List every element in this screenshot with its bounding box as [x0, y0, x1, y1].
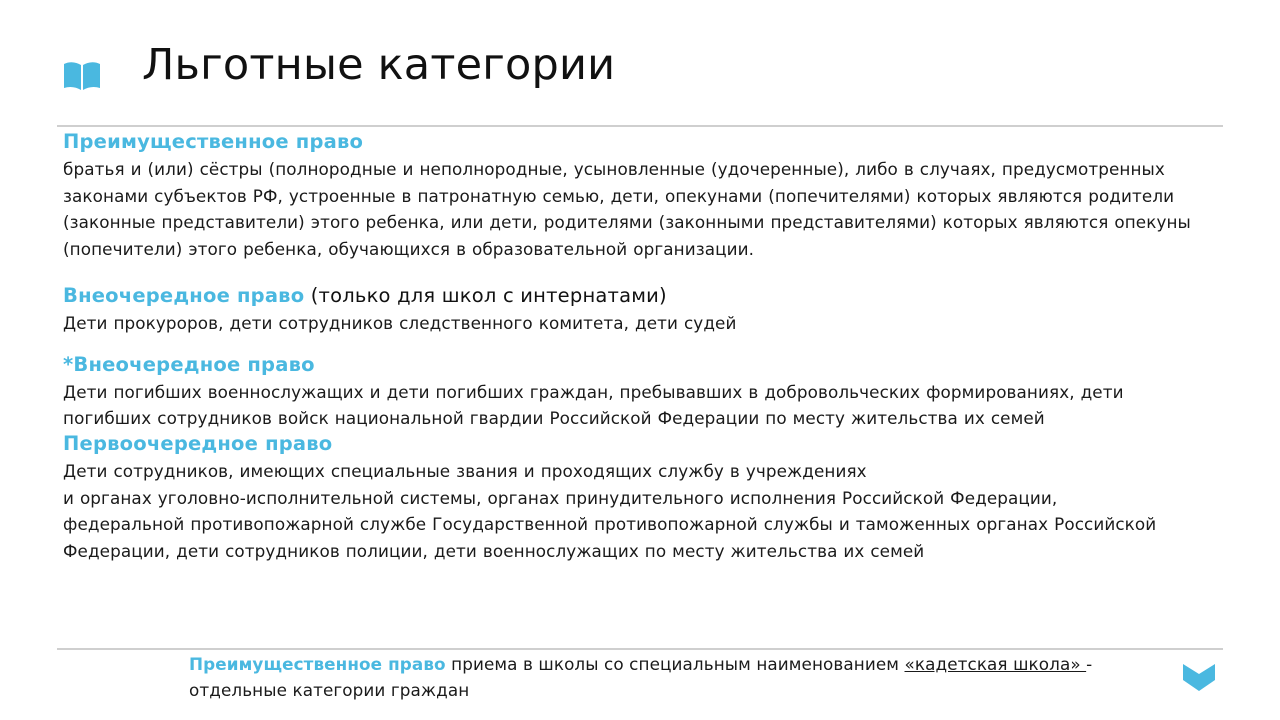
section-text	[63, 310, 1228, 337]
chevron-down-icon[interactable]	[1183, 662, 1215, 692]
footer-text: приема в школы со специальным наименованием	[445, 654, 905, 674]
page-title: Льготные категории	[142, 40, 616, 90]
section-text-line: Дети сотрудников, имеющих специальные звания и проходящих службу в учреждениях	[63, 460, 867, 481]
main-content	[63, 128, 1228, 565]
section-preferential-right	[63, 128, 1228, 263]
section-text	[63, 156, 1228, 263]
section-heading: *Внеочередное право	[63, 352, 315, 376]
section-text-line: погибших сотрудников войск национальной гвардии Российской Федерации по месту жительства их семей	[63, 408, 1045, 429]
section-text-line: Дети погибших военнослужащих и дети погибших граждан, пребывавших в добровольческих формированиях, дети	[63, 381, 1124, 402]
section-text-line: и органах уголовно-исполнительной системы, органах принудительного исполнения Российской Федерации,	[63, 487, 1058, 508]
book-icon	[63, 60, 101, 91]
cadet-school-link[interactable]: «кадетская школа»	[904, 654, 1087, 674]
section-text-line: федеральной противопожарной службе Государственной противопожарной службы и таможенных органах Российской	[63, 514, 1157, 535]
section-heading-note: (только для школ с интернатами)	[304, 283, 667, 307]
section-heading-row	[63, 282, 1228, 310]
section-text-line: (попечители) этого ребенка, обучающихся в образовательной организации.	[63, 239, 755, 260]
section-text	[63, 379, 1228, 432]
footer-dash: -	[1086, 654, 1093, 674]
section-text-line: Дети прокуроров, дети сотрудников следственного комитета, дети судей	[63, 312, 737, 333]
footer-divider	[57, 648, 1223, 650]
section-text-line: братья и (или) сёстры (полнородные и неполнородные, усыновленные (удочеренные), либо в случаях, предусмотренных	[63, 159, 1165, 179]
section-heading: Внеочередное право	[63, 283, 305, 307]
section-priority-right	[63, 430, 1228, 565]
section-text-line: (законные представители) этого ребенка, или дети, родителями (законными представителями) которых являются опекуны	[63, 212, 1191, 233]
footer-highlight: Преимущественное право	[189, 654, 446, 674]
footer-line-2: отдельные категории граждан	[189, 680, 470, 700]
section-heading: Преимущественное право	[63, 130, 364, 153]
section-heading: Первоочередное право	[63, 431, 333, 455]
section-extraordinary-right-asterisk	[63, 351, 1228, 432]
section-extraordinary-right	[63, 282, 1228, 337]
header-divider	[57, 125, 1223, 127]
footer-note	[189, 651, 1189, 703]
section-text	[63, 458, 1228, 565]
section-text-line: законами субъектов РФ, устроенные в патронатную семью, дети, опекунами (попечителями) которых являются родители	[63, 185, 1175, 206]
footer-line	[189, 651, 1189, 677]
section-text-line: Федерации, дети сотрудников полиции, дети военнослужащих по месту жительства их семей	[63, 541, 925, 562]
